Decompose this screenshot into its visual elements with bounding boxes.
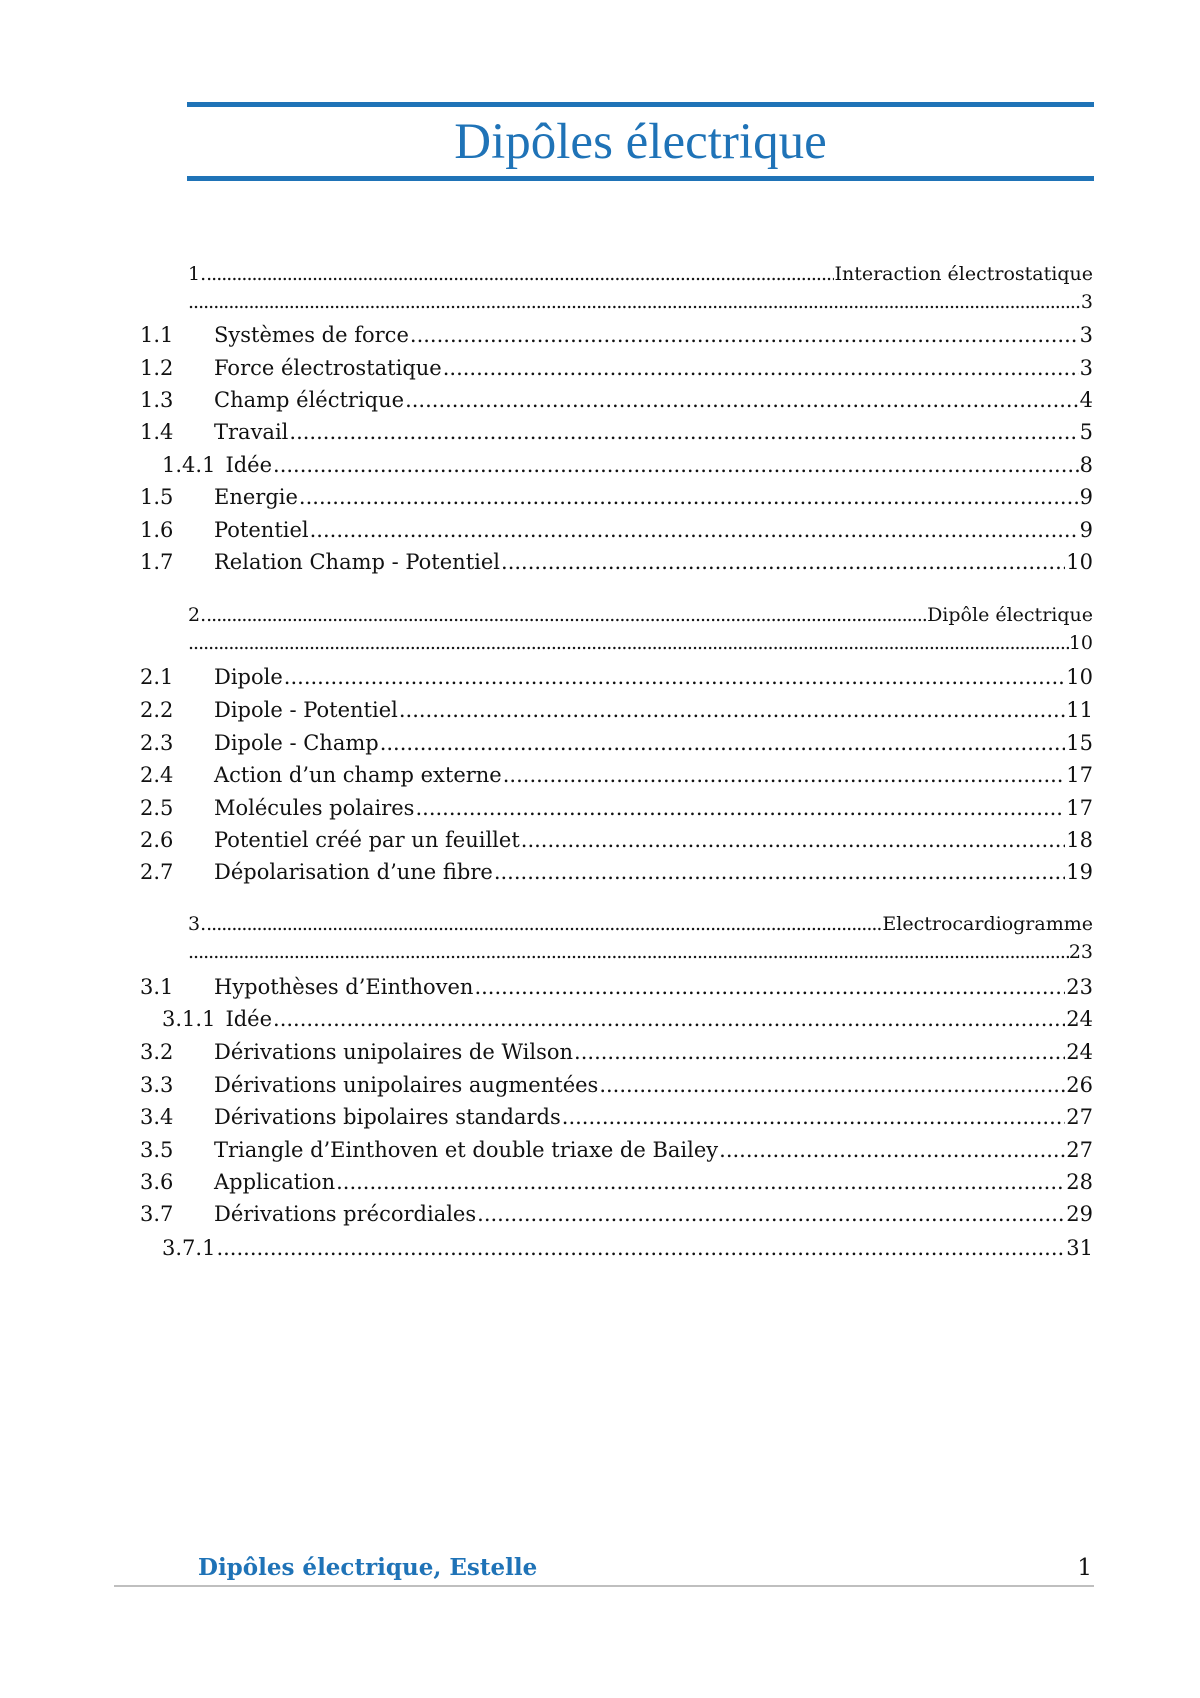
toc-entry-number: 1.7 <box>140 550 174 574</box>
toc-entry-title: Action d’un champ externe <box>214 763 502 787</box>
toc-entry-number: 3.1 <box>140 975 174 999</box>
toc-chapter-title: Electrocardiogramme <box>882 913 1093 935</box>
toc-entry-page: 9 <box>1079 518 1093 542</box>
toc-leader-dots <box>562 1102 1065 1132</box>
toc-entry-number: 2.5 <box>140 796 174 820</box>
toc-entry-page: 27 <box>1066 1105 1093 1129</box>
toc-leader-dots <box>477 1199 1065 1229</box>
toc-chapter-number: 1. <box>188 263 207 285</box>
toc-entry-number: 2.3 <box>140 731 174 755</box>
toc-chapter-title: Dipôle électrique <box>927 604 1093 626</box>
toc-entry-title: Dépolarisation d’une fibre <box>214 860 493 884</box>
footer-document-label: Dipôles électrique, Estelle <box>198 1554 538 1581</box>
toc-entry-page: 31 <box>1066 1236 1093 1260</box>
toc-entry-3-7-1[interactable] <box>140 1233 1093 1263</box>
toc-entry-2-1[interactable] <box>140 662 1093 692</box>
toc-entry-page: 24 <box>1066 1040 1093 1064</box>
toc-entry-page: 26 <box>1066 1073 1093 1097</box>
toc-entry-title: Energie <box>214 485 298 509</box>
toc-entry-title: Dérivations unipolaires augmentées <box>214 1073 599 1097</box>
toc-entry-number: 3.1.1 <box>162 1007 216 1031</box>
toc-leader-dots <box>206 601 927 629</box>
toc-entry-page: 15 <box>1066 731 1093 755</box>
toc-leader-dots <box>188 288 1081 316</box>
toc-leader-dots <box>206 910 882 938</box>
toc-entry-title: Dérivations unipolaires de Wilson <box>214 1040 574 1064</box>
toc-entry-title: Hypothèses d’Einthoven <box>214 975 474 999</box>
toc-leader-dots <box>415 793 1065 823</box>
toc-entry-number: 2.4 <box>140 763 174 787</box>
toc-entry-page: 28 <box>1066 1170 1093 1194</box>
toc-entry-3-1[interactable] <box>140 972 1093 1002</box>
toc-leader-dots <box>188 938 1069 966</box>
toc-entry-2-7[interactable] <box>140 857 1093 887</box>
toc-entry-title: Dipole - Champ <box>214 731 379 755</box>
toc-entry-page: 17 <box>1066 763 1093 787</box>
toc-entry-1-4-1[interactable] <box>140 450 1093 480</box>
toc-entry-2-5[interactable] <box>140 793 1093 823</box>
toc-entry-number: 3.5 <box>140 1138 174 1162</box>
toc-entry-number: 1.4.1 <box>162 453 216 477</box>
toc-leader-dots <box>405 385 1079 415</box>
toc-entry-number: 1.6 <box>140 518 174 542</box>
toc-entry-1-6[interactable] <box>140 515 1093 545</box>
toc-entry-3-5[interactable] <box>140 1135 1093 1165</box>
toc-entry-number: 1.4 <box>140 420 174 444</box>
toc-leader-dots <box>399 695 1065 725</box>
toc-leader-dots <box>574 1037 1065 1067</box>
toc-chapter-number: 3. <box>188 913 207 935</box>
toc-entry-title: Triangle d’Einthoven et double triaxe de Bailey <box>214 1138 719 1162</box>
toc-entry-page: 27 <box>1066 1138 1093 1162</box>
toc-leader-dots <box>216 1233 1065 1263</box>
toc-entry-2-3[interactable] <box>140 728 1093 758</box>
toc-chapter-number: 2. <box>188 604 207 626</box>
toc-entry-number: 2.7 <box>140 860 174 884</box>
toc-entry-title: Champ éléctrique <box>214 388 405 412</box>
toc-entry-1-4[interactable] <box>140 417 1093 447</box>
toc-entry-number: 1.2 <box>140 356 174 380</box>
toc-entry-number: 3.6 <box>140 1170 174 1194</box>
toc-entry-page: 24 <box>1066 1007 1093 1031</box>
toc-entry-page: 10 <box>1066 550 1093 574</box>
toc-chapter-page: 3 <box>1080 291 1093 313</box>
toc-chapter-title: Interaction électrostatique <box>834 263 1093 285</box>
toc-leader-dots <box>284 662 1065 692</box>
title-rule-top <box>187 102 1094 107</box>
toc-entry-page: 19 <box>1066 860 1093 884</box>
toc-leader-dots <box>521 825 1066 855</box>
toc-entry-1-5[interactable] <box>140 482 1093 512</box>
toc-leader-dots <box>273 450 1079 480</box>
toc-entry-1-3[interactable] <box>140 385 1093 415</box>
toc-entry-title: Potentiel <box>214 518 309 542</box>
toc-leader-dots <box>273 1004 1065 1034</box>
toc-entry-3-7[interactable] <box>140 1199 1093 1229</box>
toc-entry-2-4[interactable] <box>140 760 1093 790</box>
toc-leader-dots <box>206 260 834 288</box>
toc-entry-3-2[interactable] <box>140 1037 1093 1067</box>
toc-entry-title: Systèmes de force <box>214 323 409 347</box>
toc-entry-number: 2.1 <box>140 665 174 689</box>
toc-leader-dots <box>188 629 1069 657</box>
toc-entry-3-6[interactable] <box>140 1167 1093 1197</box>
toc-leader-dots <box>494 857 1065 887</box>
toc-entry-title: Idée <box>225 453 273 477</box>
toc-entry-number: 2.6 <box>140 828 174 852</box>
toc-leader-dots <box>474 972 1065 1002</box>
toc-entry-number: 1.1 <box>140 323 174 347</box>
footer-rule <box>114 1585 1094 1587</box>
toc-entry-1-1[interactable] <box>140 320 1093 350</box>
footer-page-number: 1 <box>1077 1555 1092 1581</box>
toc-chapter-2[interactable] <box>188 601 1093 657</box>
toc-entry-title: Idée <box>225 1007 273 1031</box>
toc-entry-2-6[interactable] <box>140 825 1093 855</box>
toc-chapter-3[interactable] <box>188 910 1093 966</box>
toc-entry-title: Relation Champ - Potentiel <box>214 550 501 574</box>
toc-chapter-page: 23 <box>1068 941 1093 963</box>
toc-entry-1-2[interactable] <box>140 353 1093 383</box>
toc-entry-number: 1.3 <box>140 388 174 412</box>
toc-leader-dots <box>443 353 1079 383</box>
toc-entry-page: 23 <box>1066 975 1093 999</box>
toc-entry-page: 11 <box>1066 698 1093 722</box>
toc-entry-page: 17 <box>1066 796 1093 820</box>
toc-entry-page: 3 <box>1079 323 1093 347</box>
toc-leader-dots <box>719 1135 1065 1165</box>
title-rule-bottom <box>187 176 1094 181</box>
toc-leader-dots <box>299 482 1079 512</box>
toc-entry-number: 3.7.1 <box>162 1236 216 1260</box>
toc-entry-title: Dérivations précordiales <box>214 1202 477 1226</box>
toc-entry-number: 3.2 <box>140 1040 174 1064</box>
toc-entry-title: Dérivations bipolaires standards <box>214 1105 561 1129</box>
toc-entry-2-2[interactable] <box>140 695 1093 725</box>
toc-entry-page: 4 <box>1079 388 1093 412</box>
toc-leader-dots <box>410 320 1079 350</box>
toc-entry-number: 3.3 <box>140 1073 174 1097</box>
toc-entry-title: Potentiel créé par un feuillet <box>214 828 520 852</box>
toc-entry-title: Dipole - Potentiel <box>214 698 398 722</box>
toc-leader-dots <box>599 1070 1065 1100</box>
toc-entry-page: 18 <box>1066 828 1093 852</box>
toc-entry-1-7[interactable] <box>140 547 1093 577</box>
toc-entry-page: 10 <box>1066 665 1093 689</box>
toc-leader-dots <box>380 728 1066 758</box>
toc-entry-3-4[interactable] <box>140 1102 1093 1132</box>
toc-entry-title: Application <box>214 1170 336 1194</box>
toc-entry-title: Dipole <box>214 665 283 689</box>
toc-leader-dots <box>501 547 1065 577</box>
toc-chapter-page: 10 <box>1068 632 1093 654</box>
toc-entry-title: Molécules polaires <box>214 796 415 820</box>
toc-entry-page: 29 <box>1066 1202 1093 1226</box>
toc-leader-dots <box>336 1167 1065 1197</box>
toc-entry-page: 9 <box>1079 485 1093 509</box>
toc-entry-title: Force électrostatique <box>214 356 442 380</box>
toc-entry-title: Travail <box>214 420 289 444</box>
toc-entry-number: 3.7 <box>140 1202 174 1226</box>
toc-entry-page: 5 <box>1079 420 1093 444</box>
toc-leader-dots <box>503 760 1066 790</box>
toc-leader-dots <box>310 515 1079 545</box>
toc-entry-page: 8 <box>1079 453 1093 477</box>
toc-entry-3-3[interactable] <box>140 1070 1093 1100</box>
toc-entry-number: 1.5 <box>140 485 174 509</box>
toc-leader-dots <box>289 417 1078 447</box>
toc-entry-page: 3 <box>1079 356 1093 380</box>
document-title: Dipôles électrique <box>454 114 827 170</box>
toc-entry-3-1-1[interactable] <box>140 1004 1093 1034</box>
toc-entry-number: 3.4 <box>140 1105 174 1129</box>
toc-chapter-1[interactable] <box>188 260 1093 316</box>
toc-entry-number: 2.2 <box>140 698 174 722</box>
